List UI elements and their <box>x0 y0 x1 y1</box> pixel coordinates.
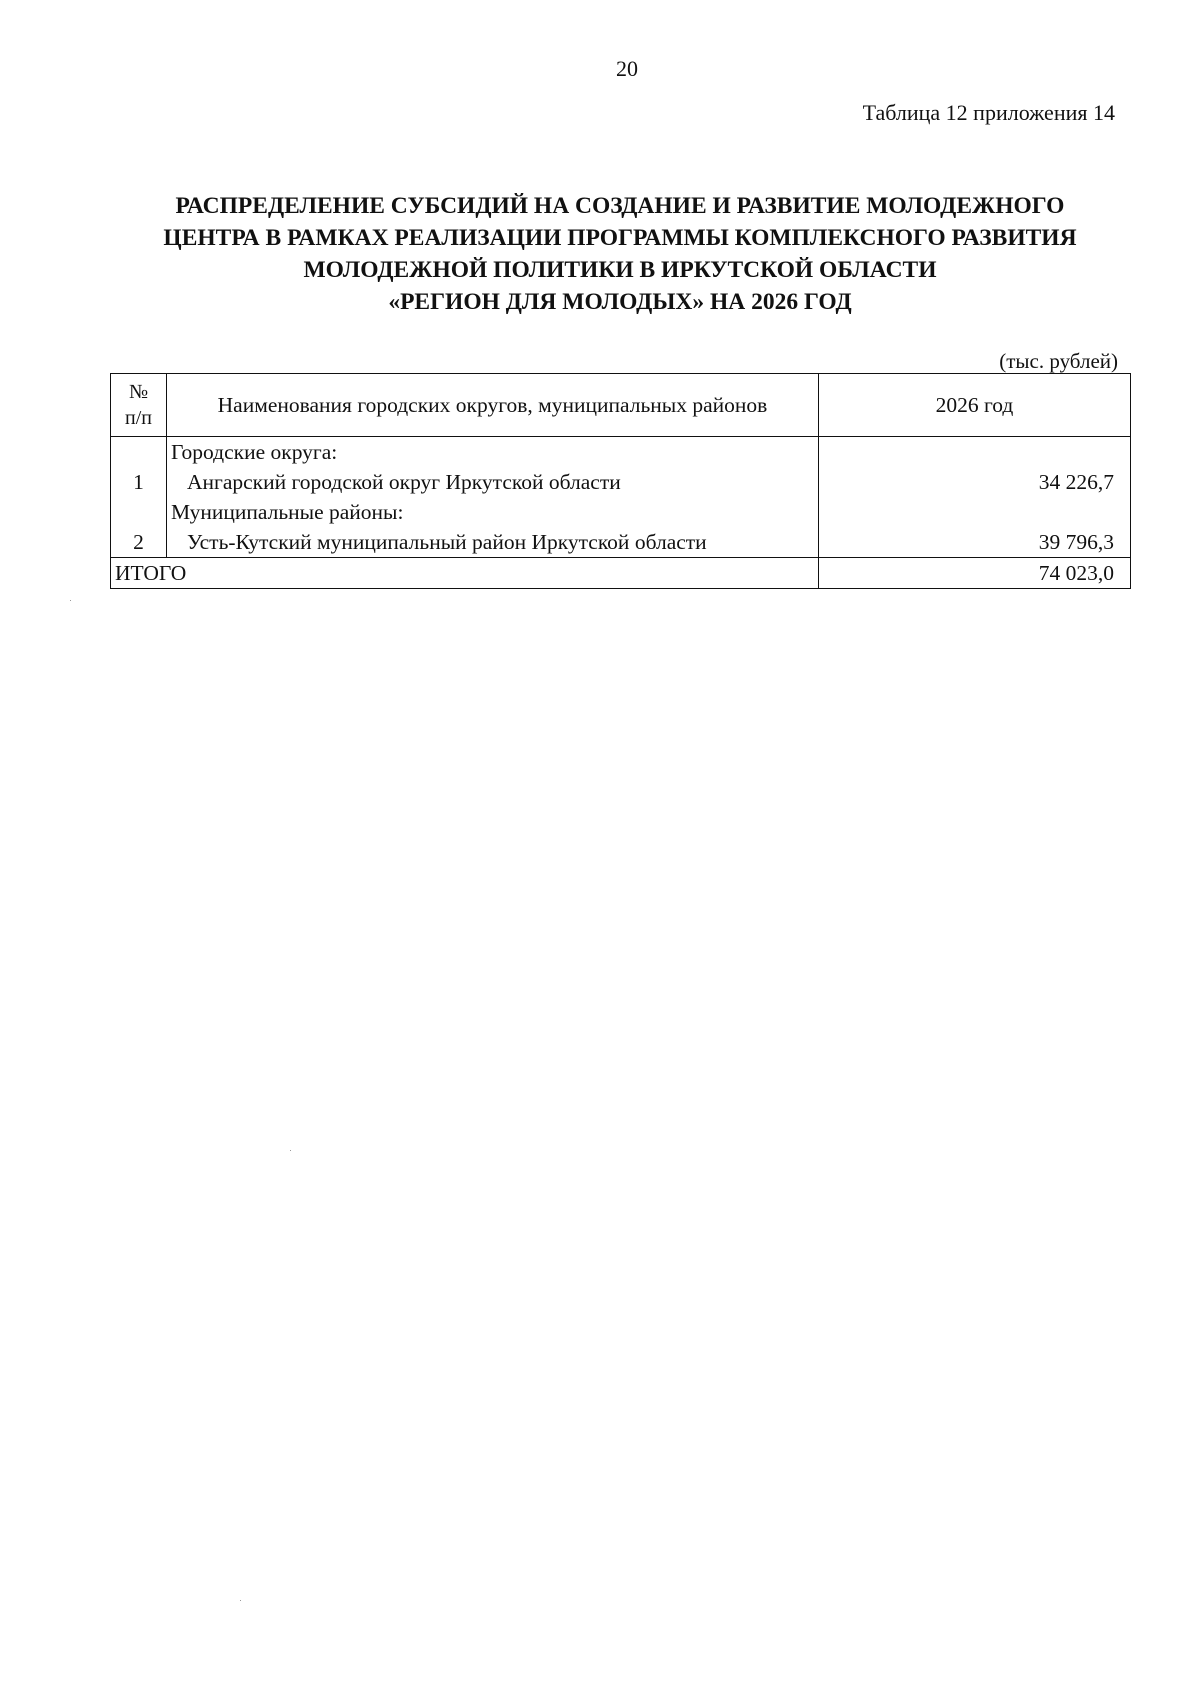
title-line: ЦЕНТРА В РАМКАХ РЕАЛИЗАЦИИ ПРОГРАММЫ КОМПЛЕКСНОГО РАЗВИТИЯ <box>163 225 1077 251</box>
row-number <box>111 497 166 527</box>
row-value <box>819 497 1114 527</box>
total-value: 74 023,0 <box>819 558 1131 589</box>
header-number <box>111 374 167 437</box>
scan-speck <box>290 1150 291 1151</box>
units-label: (тыс. рублей) <box>999 349 1118 373</box>
table-header-row <box>111 374 1131 437</box>
body-value-cell <box>819 437 1131 558</box>
subsidy-distribution-table <box>110 373 1131 589</box>
row-value: 34 226,7 <box>1038 470 1114 494</box>
header-number-abbr: п/п <box>125 407 152 429</box>
title-line: МОЛОДЕЖНОЙ ПОЛИТИКИ В ИРКУТСКОЙ ОБЛАСТИ <box>303 257 937 283</box>
body-name-cell <box>167 437 819 558</box>
title-line: «РЕГИОН ДЛЯ МОЛОДЫХ» НА 2026 ГОД <box>388 289 852 315</box>
title-line: РАСПРЕДЕЛЕНИЕ СУБСИДИЙ НА СОЗДАНИЕ И РАЗВИТИЕ МОЛОДЕЖНОГО <box>175 193 1065 219</box>
total-label: ИТОГО <box>111 558 819 589</box>
table-body-row <box>111 437 1131 558</box>
group-label: Городские округа: <box>171 440 338 464</box>
table-reference: Таблица 12 приложения 14 <box>862 100 1115 125</box>
group-label: Муниципальные районы: <box>171 500 404 524</box>
header-name: Наименования городских округов, муниципальных районов <box>167 374 819 437</box>
row-number: 1 <box>133 470 144 494</box>
scan-speck <box>70 600 71 601</box>
row-value <box>819 437 1114 467</box>
total-row <box>111 558 1131 589</box>
page-number: 20 <box>616 56 638 81</box>
row-number <box>111 437 166 467</box>
row-value: 39 796,3 <box>1038 530 1114 554</box>
item-name: Ангарский городской округ Иркутской области <box>187 470 621 494</box>
row-number: 2 <box>133 530 144 554</box>
item-name: Усть-Кутский муниципальный район Иркутской области <box>187 530 707 554</box>
scan-speck <box>240 1600 241 1601</box>
header-number-symbol: № <box>128 381 149 403</box>
header-year: 2026 год <box>819 374 1131 437</box>
body-number-cell <box>111 437 167 558</box>
document-title <box>110 190 1130 318</box>
